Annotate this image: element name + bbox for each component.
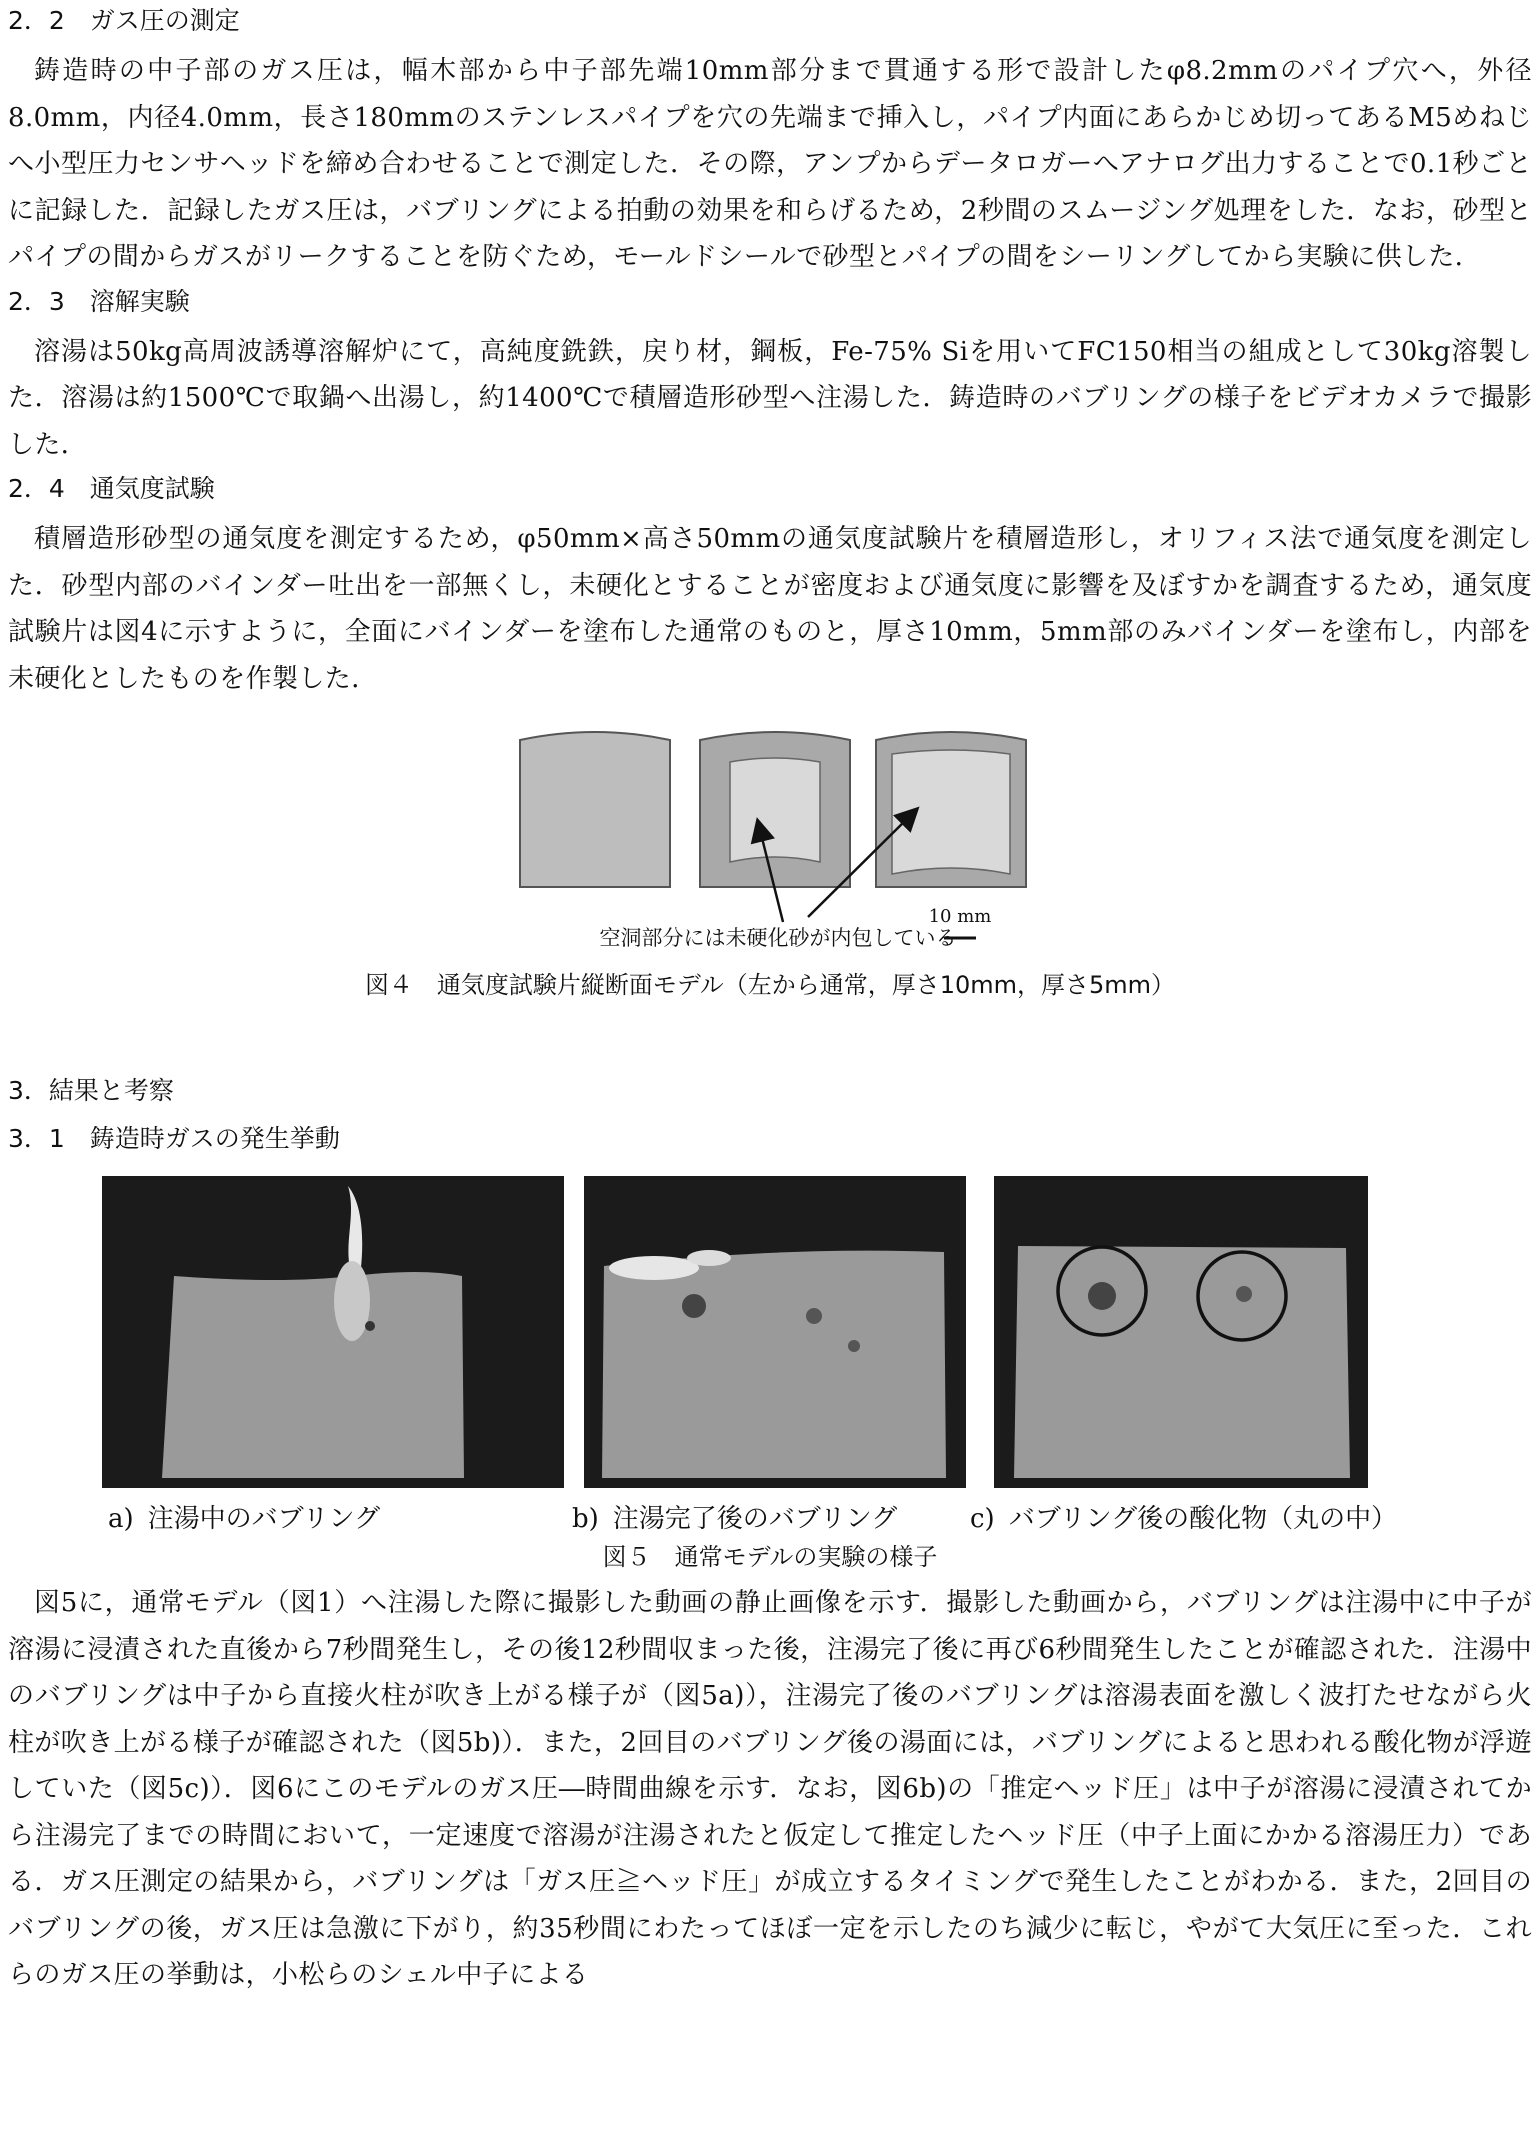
panel-c-label: c) バブリング後の酸化物（丸の中） [970,1504,1398,1534]
paper-page [8,0,1532,1999]
figure-4 [8,722,1532,1012]
section-2-3-heading: 2．3 溶解実験 [8,286,190,316]
section-3-heading: 3．結果と考察 [8,1076,174,1105]
figure-5-caption: 図５ 通常モデルの実験の様子 [602,1543,938,1571]
figure-4-caption: 図４ 通気度試験片縦断面モデル（左から通常，厚さ10mm，厚さ5mm） [364,971,1176,999]
figure-4-annotation: 空洞部分には未硬化砂が内包している [599,926,957,950]
oxide-spot [365,1321,375,1331]
figure-5 [8,1176,1532,1534]
section-2-2-paragraph: 鋳造時の中子部のガス圧は，幅木部から中子部先端10mm部分まで貫通する形で設計したφ8.2mmのパイプ穴へ，外径8.0mm，内径4.0mm，長さ180mmのステンレスパイプを穴の先端まで挿入し，パイプ内面にあらかじめ切ってあるM5めねじへ小型圧力センサヘッドを締め合わせることで測定した．その際，アンプからデータロガーへアナログ出力することで0.1秒ごとに記録した．記録したガス圧は，バブリングによる拍動の効果を和らげるため，2秒間のスムージング処理をした．なお，砂型とパイプの間からガスがリークすることを防ぐため，モールドシールで砂型とパイプの間をシーリングしてから実験に供した． [8,56,1532,272]
section-2-4-paragraph: 積層造形砂型の通気度を測定するため，φ50mm×高さ50mmの通気度試験片を積層造形し，オリフィス法で通気度を測定した．砂型内部のバインダー吐出を一部無くし，未硬化とすることが密度および通気度に影響を及ぼすかを調査するため，通気度試験片は図4に示すように，全面にバインダーを塗布した通常のものと，厚さ10mm，5mm部のみバインダーを塗布し，内部を未硬化としたものを作製した． [8,524,1532,694]
specimen-10mm-cavity [730,758,820,862]
panel-a-label: a) 注湯中のバブリング [108,1504,381,1534]
mold-block [162,1272,464,1478]
specimen-5mm-cavity [892,750,1010,874]
mold-block [602,1251,946,1478]
panel-b-label: b) 注湯完了後のバブリング [572,1504,898,1534]
section-2-3-paragraph: 溶湯は50kg高周波誘導溶解炉にて，高純度銑鉄，戻り材，鋼板，Fe-75% Siを用いてFC150相当の組成として30kg溶製した．溶湯は約1500℃で取鍋へ出湯し，約1400℃で積層造形砂型へ注湯した．鋳造時のバブリングの様子をビデオカメラで撮影した． [8,336,1532,460]
oxide-cluster [682,1294,706,1318]
photo-panel-c [994,1176,1368,1488]
flame-surface [609,1256,699,1280]
figure-4-drawing [508,722,1028,972]
mold-block [1014,1246,1350,1478]
bubble-plume [334,1261,370,1341]
oxide-cluster [848,1340,860,1352]
specimen-normal [520,732,670,887]
scale-bar-label: 10 mm [928,906,992,927]
oxide-cluster [1236,1286,1252,1302]
flame-surface-2 [687,1250,731,1266]
oxide-cluster [1088,1282,1116,1310]
section-2-4-heading: 2．4 通気度試験 [8,474,215,503]
photo-panel-a [102,1176,564,1488]
section-2-2-heading: 2．2 ガス圧の測定 [8,6,240,35]
photo-panel-b [584,1176,966,1488]
section-3-1-paragraph: 図5に，通常モデル（図1）へ注湯した際に撮影した動画の静止画像を示す．撮影した動画から，バブリングは注湯中に中子が溶湯に浸漬された直後から7秒間発生し，その後12秒間収まった後，注湯完了後に再び6秒間発生したことが確認された．注湯中のバブリングは中子から直接火柱が吹き上がる様子が（図5a)），注湯完了後のバブリングは溶湯表面を激しく波打たせながら火柱が吹き上がる様子が確認された（図5b)）．また，2回目のバブリング後の湯面には，バブリングによると思われる酸化物が浮遊していた（図5c)）．図6にこのモデルのガス圧―時間曲線を示す．なお，図6b)の「推定ヘッド圧」は中子が溶湯に浸漬されてから注湯完了までの時間において，一定速度で溶湯が注湯されたと仮定して推定したヘッド圧（中子上面にかかる溶湯圧力）である．ガス圧測定の結果から，バブリングは「ガス圧≧ヘッド圧」が成立するタイミングで発生したことがわかる．また，2回目のバブリングの後，ガス圧は急激に下がり，約35秒間にわたってほぼ一定を示したのち減少に転じ，やがて大気圧に至った．これらのガス圧の挙動は，小松らのシェル中子による [8,1588,1532,1990]
section-3-1-heading: 3．1 鋳造時ガスの発生挙動 [8,1124,340,1153]
oxide-cluster [806,1308,822,1324]
